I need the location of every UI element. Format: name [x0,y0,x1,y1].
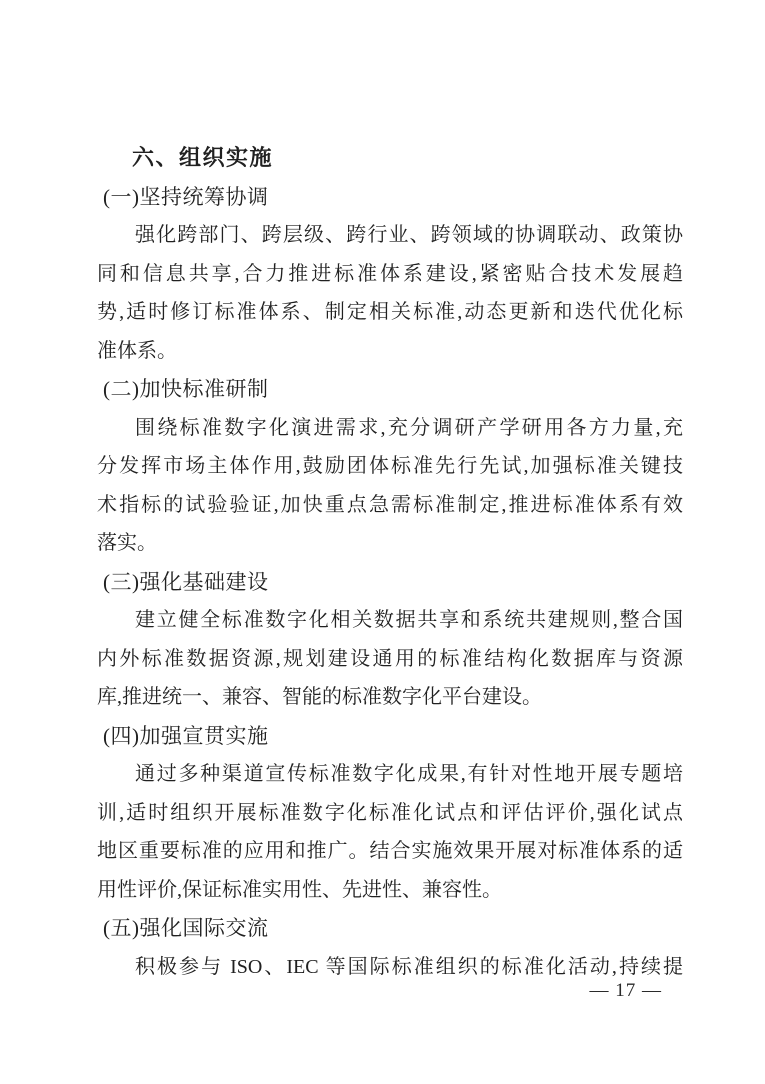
body-line: 通过多种渠道宣传标准数字化成果,有针对性地开展专题培 [135,763,683,785]
body-line: 势,适时修订标准体系、制定相关标准,动态更新和迭代优化标 [97,301,683,323]
body-line: 分发挥市场主体作用,鼓励团体标准先行先试,加强标准关键技 [97,455,683,477]
subsection-heading: (三)强化基础建设 [103,569,269,594]
body-line: 围绕标准数字化演进需求,充分调研产学研用各方力量,充 [135,416,683,439]
section-heading: 六、组织实施 [132,145,274,170]
body-line: 准体系。 [97,339,177,362]
body-line: 用性评价,保证标准实用性、先进性、兼容性。 [97,878,502,901]
body-line: 建立健全标准数字化相关数据共享和系统共建规则,整合国 [135,609,683,631]
page-number: — 17 — [589,980,662,1001]
subsection-heading: (一)坚持统筹协调 [103,184,269,209]
body-line: 积极参与 ISO、IEC 等国际标准组织的标准化活动,持续提 [135,955,683,978]
body-line: 库,推进统一、兼容、智能的标准数字化平台建设。 [97,686,542,708]
body-line: 术指标的试验验证,加快重点急需标准制定,推进标准体系有效 [97,493,683,516]
subsection-heading: (五)强化国际交流 [103,916,269,940]
body-line: 训,适时组织开展标准数字化标准化试点和评估评价,强化试点 [97,801,683,824]
body-line: 同和信息共享,合力推进标准体系建设,紧密贴合技术发展趋 [97,262,683,285]
subsection-heading: (二)加快标准研制 [103,377,269,401]
body-line: 地区重要标准的应用和推广。结合实施效果开展对标准体系的适 [97,840,683,862]
body-line: 落实。 [97,532,157,554]
body-line: 强化跨部门、跨层级、跨行业、跨领域的协调联动、政策协 [135,224,683,246]
document-content [97,139,683,986]
body-line: 内外标准数据资源,规划建设通用的标准结构化数据库与资源 [97,647,683,670]
subsection-heading: (四)加强宣贯实施 [103,723,269,748]
